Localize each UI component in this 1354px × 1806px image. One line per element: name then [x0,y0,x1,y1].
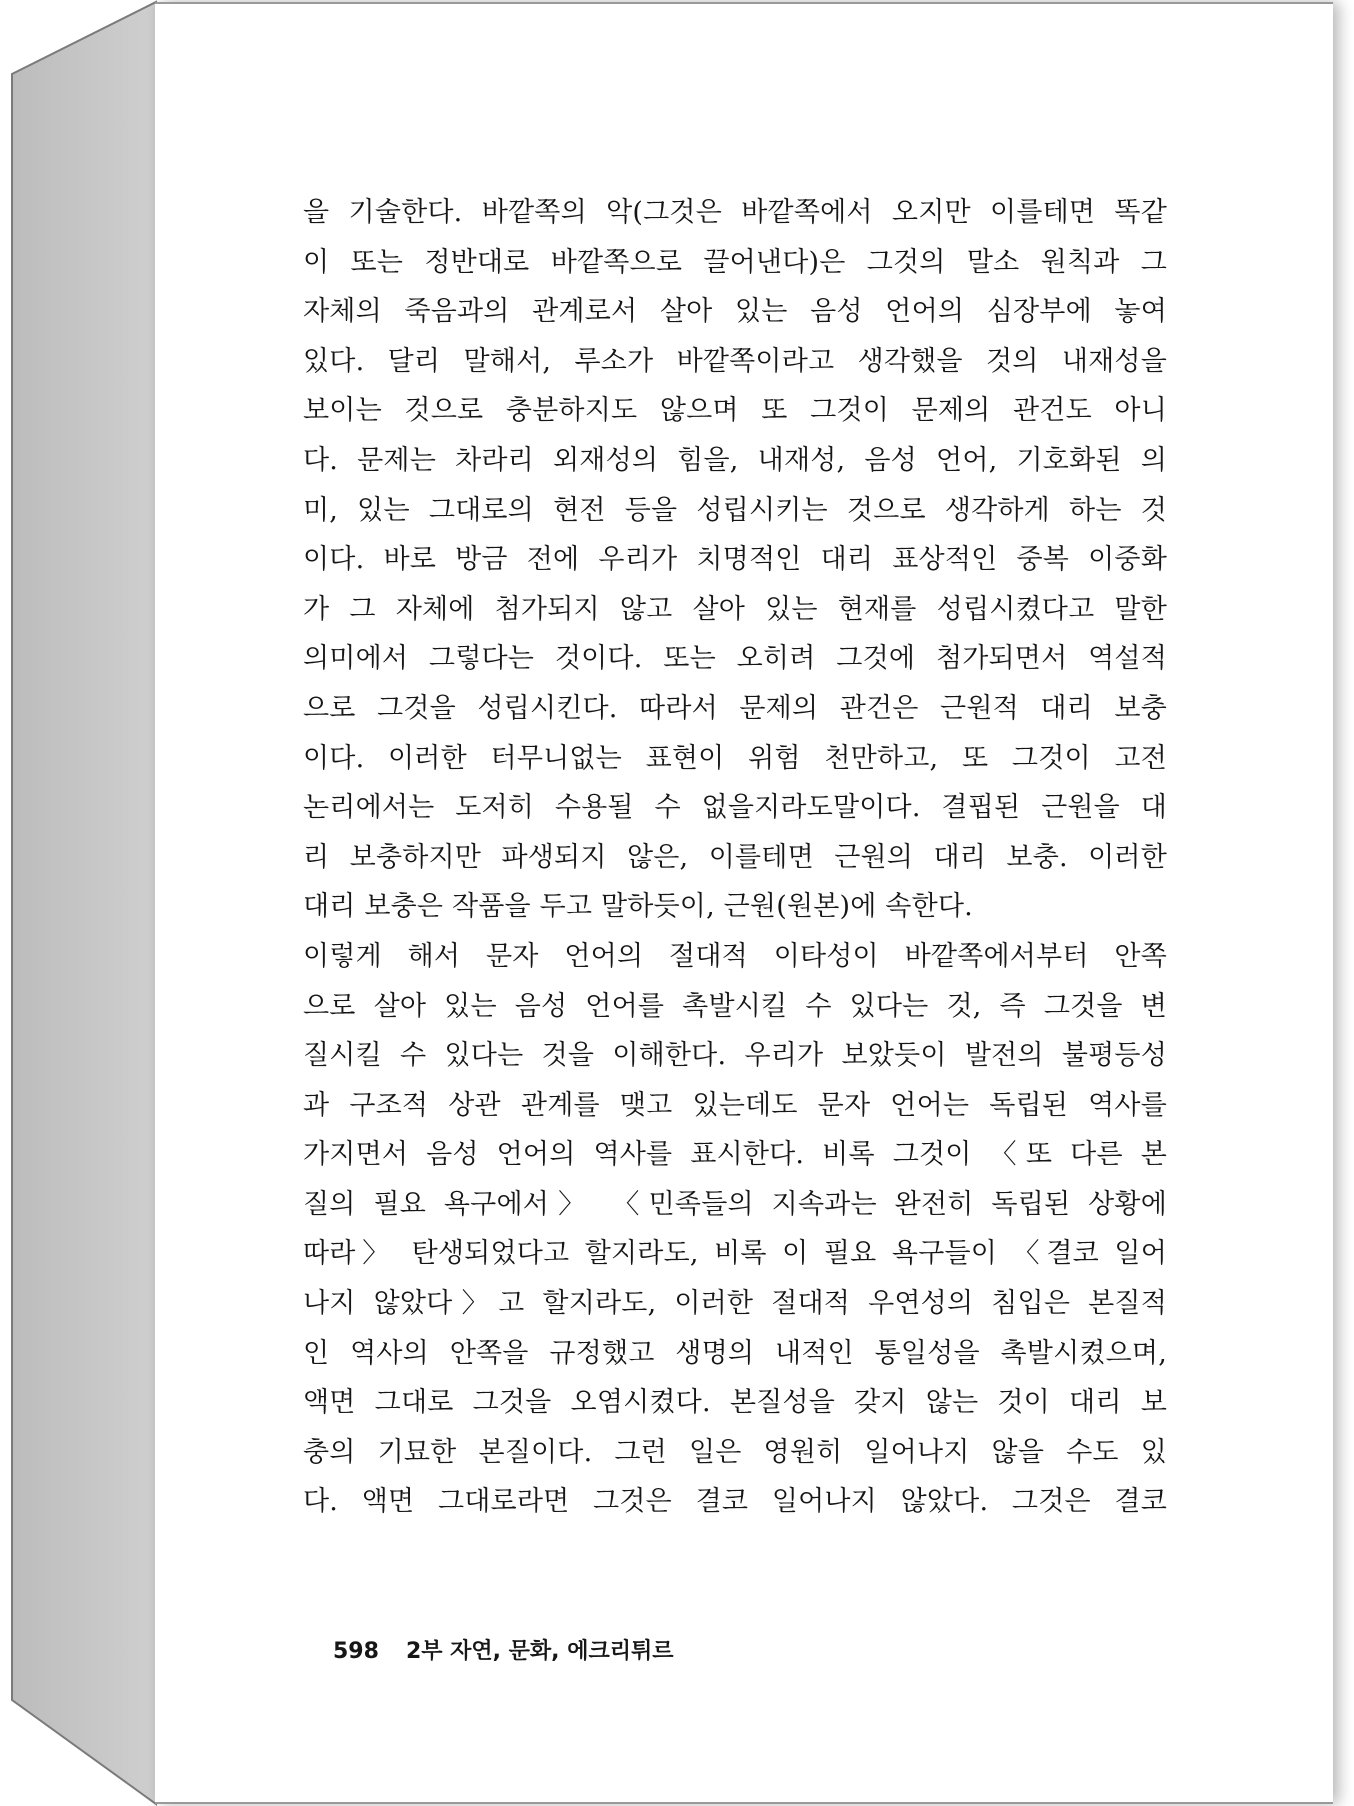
text-line-paragraph-end: 대리 보충은 작품을 두고 말하듯이, 근원(원본)에 속한다. [303,891,973,923]
text-line: 다. 문제는 차라리 외재성의 힘을, 내재성, 음성 언어, 기호화된 의 [303,444,1167,476]
text-line: 있다. 달리 말해서, 루소가 바깥쪽이라고 생각했을 것의 내재성을 [303,345,1167,377]
text-line: 이다. 이러한 터무니없는 표현이 위험 천만하고, 또 그것이 고전 [303,742,1167,774]
text-line: 을 기술한다. 바깥쪽의 악(그것은 바깥쪽에서 오지만 이를테면 똑같 [303,197,1167,228]
text-line: 충의 기묘한 본질이다. 그런 일은 영원히 일어나지 않을 수도 있 [303,1436,1167,1468]
body-text [303,188,1167,1527]
text-line: 이다. 바로 방금 전에 우리가 치명적인 대리 표상적인 중복 이중화 [303,544,1167,576]
text-line: 으로 살아 있는 음성 언어를 촉발시킬 수 있다는 것, 즉 그것을 변 [303,990,1167,1022]
text-line: 인 역사의 안쪽을 규정했고 생명의 내적인 통일성을 촉발시켰으며, [303,1337,1167,1369]
text-line: 다. 액면 그대로라면 그것은 결코 일어나지 않았다. 그것은 결코 [303,1486,1167,1518]
text-line: 액면 그대로 그것을 오염시켰다. 본질성을 갖지 않는 것이 대리 보 [303,1387,1167,1419]
page-footer [333,1634,673,1665]
text-line-paragraph-start: 이렇게 해서 문자 언어의 절대적 이타성이 바깥쪽에서부터 안쪽 [303,940,1167,972]
text-line: 이 또는 정반대로 바깥쪽으로 끌어낸다)은 그것의 말소 원칙과 그 [303,246,1167,278]
text-line: 질의 필요 욕구에서〉 〈민족들의 지속과는 완전히 독립된 상황에 [303,1188,1167,1220]
text-line: 가 그 자체에 첨가되지 않고 살아 있는 현재를 성립시켰다고 말한 [303,593,1167,625]
text-line: 미, 있는 그대로의 현전 등을 성립시키는 것으로 생각하게 하는 것 [303,494,1167,526]
text-line: 보이는 것으로 충분하지도 않으며 또 그것이 문제의 관건도 아니 [303,395,1167,427]
text-line: 자체의 죽음과의 관계로서 살아 있는 음성 언어의 심장부에 놓여 [303,296,1167,328]
book-page [155,2,1333,1804]
text-line: 따라〉 탄생되었다고 할지라도, 비록 이 필요 욕구들이 〈결코 일어 [303,1238,1167,1270]
book-side-edge [0,0,160,1806]
text-line: 나지 않았다〉고 할지라도, 이러한 절대적 우연성의 침입은 본질적 [303,1288,1167,1320]
running-head: 2부 자연, 문화, 에크리튀르 [405,1639,674,1664]
text-line: 의미에서 그렇다는 것이다. 또는 오히려 그것에 첨가되면서 역설적 [303,643,1167,675]
text-line: 리 보충하지만 파생되지 않은, 이를테면 근원의 대리 보충. 이러한 [303,841,1167,873]
page-number: 598 [333,1639,379,1664]
text-line: 질시킬 수 있다는 것을 이해한다. 우리가 보았듯이 발전의 불평등성 [303,1040,1167,1072]
text-line: 가지면서 음성 언어의 역사를 표시한다. 비록 그것이 〈또 다른 본 [303,1139,1167,1171]
text-line: 으로 그것을 성립시킨다. 따라서 문제의 관건은 근원적 대리 보충 [303,692,1167,724]
text-line: 과 구조적 상관 관계를 맺고 있는데도 문자 언어는 독립된 역사를 [303,1089,1167,1121]
text-line: 논리에서는 도저히 수용될 수 없을지라도말이다. 결핍된 근원을 대 [303,792,1167,824]
